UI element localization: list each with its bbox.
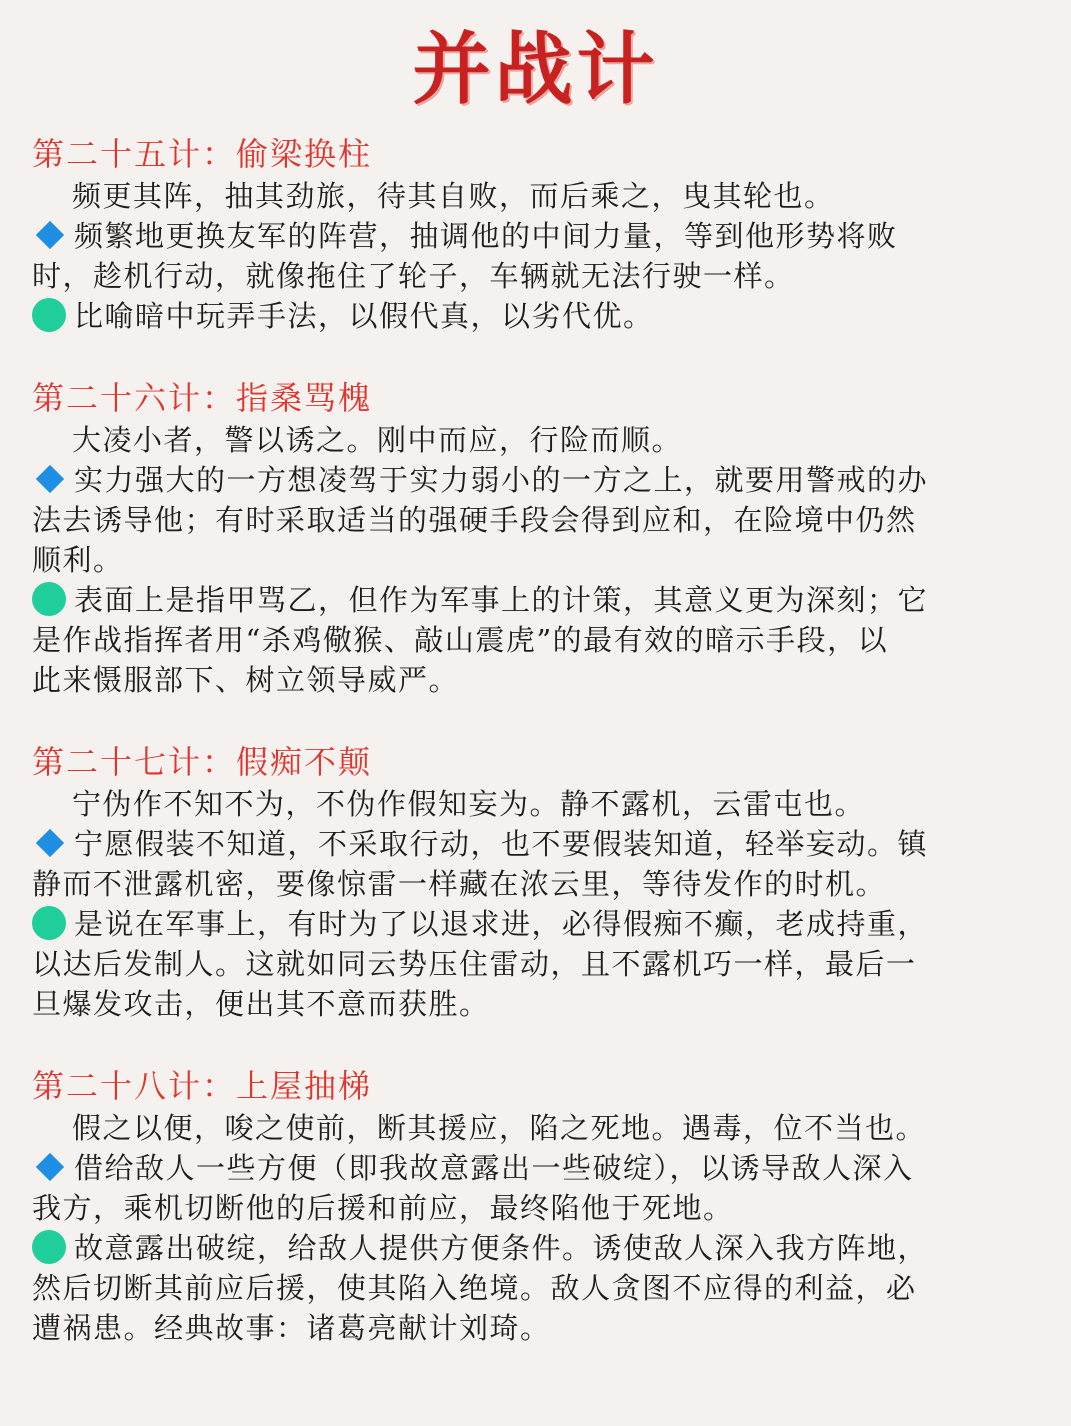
explanation-line: 法去诱导他；有时采取适当的强硬手段会得到应和，在险境中仍然 xyxy=(32,503,917,537)
green-circle-icon xyxy=(32,906,66,940)
note-line xyxy=(32,580,1039,620)
blue-diamond-icon xyxy=(36,465,64,493)
note-text: 比喻暗中玩弄手法，以假代真，以劣代优。 xyxy=(74,299,654,333)
section-28 xyxy=(32,1064,1039,1348)
note-line: 然后切断其前应后援，使其陷入绝境。敌人贪图不应得的利益，必 xyxy=(32,1271,917,1305)
explanation-line xyxy=(32,1148,1039,1188)
note-line: 此来慑服部下、树立领导威严。 xyxy=(32,663,460,697)
blue-diamond-icon xyxy=(36,829,64,857)
section-heading: 第二十六计：指桑骂槐 xyxy=(32,379,373,417)
explanation-line: 静而不泄露机密，要像惊雷一样藏在浓云里，等待发作的时机。 xyxy=(32,867,887,901)
note-line xyxy=(32,1228,1039,1268)
note-line xyxy=(32,904,1039,944)
explanation-line xyxy=(32,824,1039,864)
explanation-text: 借给敌人一些方便（即我故意露出一些破绽），以诱导敌人深入 xyxy=(74,1151,914,1185)
original-text: 宁伪作不知不为，不伪作假知妄为。静不露机，云雷屯也。 xyxy=(72,787,866,821)
section-heading: 第二十八计：上屋抽梯 xyxy=(32,1067,373,1105)
original-text: 假之以便，唆之使前，断其援应，陷之死地。遇毒，位不当也。 xyxy=(72,1111,927,1145)
note-text: 表面上是指甲骂乙，但作为军事上的计策，其意义更为深刻；它 xyxy=(74,583,929,617)
explanation-line: 时，趁机行动，就像拖住了轮子，车辆就无法行驶一样。 xyxy=(32,259,795,293)
explanation-text: 频繁地更换友军的阵营，抽调他的中间力量，等到他形势将败 xyxy=(74,219,898,253)
original-text: 大凌小者，警以诱之。刚中而应，行险而顺。 xyxy=(72,423,683,457)
note-line xyxy=(32,296,1039,336)
explanation-line xyxy=(32,460,1039,500)
section-25 xyxy=(32,132,1039,336)
green-circle-icon xyxy=(32,298,66,332)
explanation-line: 我方，乘机切断他的后援和前应，最终陷他于死地。 xyxy=(32,1191,734,1225)
note-text: 故意露出破绽，给敌人提供方便条件。诱使敌人深入我方阵地， xyxy=(74,1231,929,1265)
green-circle-icon xyxy=(32,1230,66,1264)
note-line: 旦爆发攻击，便出其不意而获胜。 xyxy=(32,987,490,1021)
blue-diamond-icon xyxy=(36,1153,64,1181)
note-text: 是说在军事上，有时为了以退求进，必得假痴不癫，老成持重， xyxy=(74,907,929,941)
section-27 xyxy=(32,740,1039,1024)
explanation-line xyxy=(32,216,1039,256)
section-heading: 第二十七计：假痴不颠 xyxy=(32,743,373,781)
blue-diamond-icon xyxy=(36,221,64,249)
page-title: 并战计 xyxy=(412,24,659,115)
explanation-line: 顺利。 xyxy=(32,543,124,577)
green-circle-icon xyxy=(32,582,66,616)
explanation-text: 宁愿假装不知道，不采取行动，也不要假装知道，轻举妄动。镇 xyxy=(74,827,929,861)
section-26 xyxy=(32,376,1039,700)
note-line: 是作战指挥者用“杀鸡儆猴、敲山震虎”的最有效的暗示手段，以 xyxy=(32,623,889,657)
section-heading: 第二十五计：偷梁换柱 xyxy=(32,135,373,173)
explanation-text: 实力强大的一方想凌驾于实力弱小的一方之上，就要用警戒的办 xyxy=(74,463,929,497)
note-line: 遭祸患。经典故事：诸葛亮献计刘琦。 xyxy=(32,1311,551,1345)
note-line: 以达后发制人。这就如同云势压住雷动，且不露机巧一样，最后一 xyxy=(32,947,917,981)
original-text: 频更其阵，抽其劲旅，待其自败，而后乘之，曳其轮也。 xyxy=(72,179,835,213)
